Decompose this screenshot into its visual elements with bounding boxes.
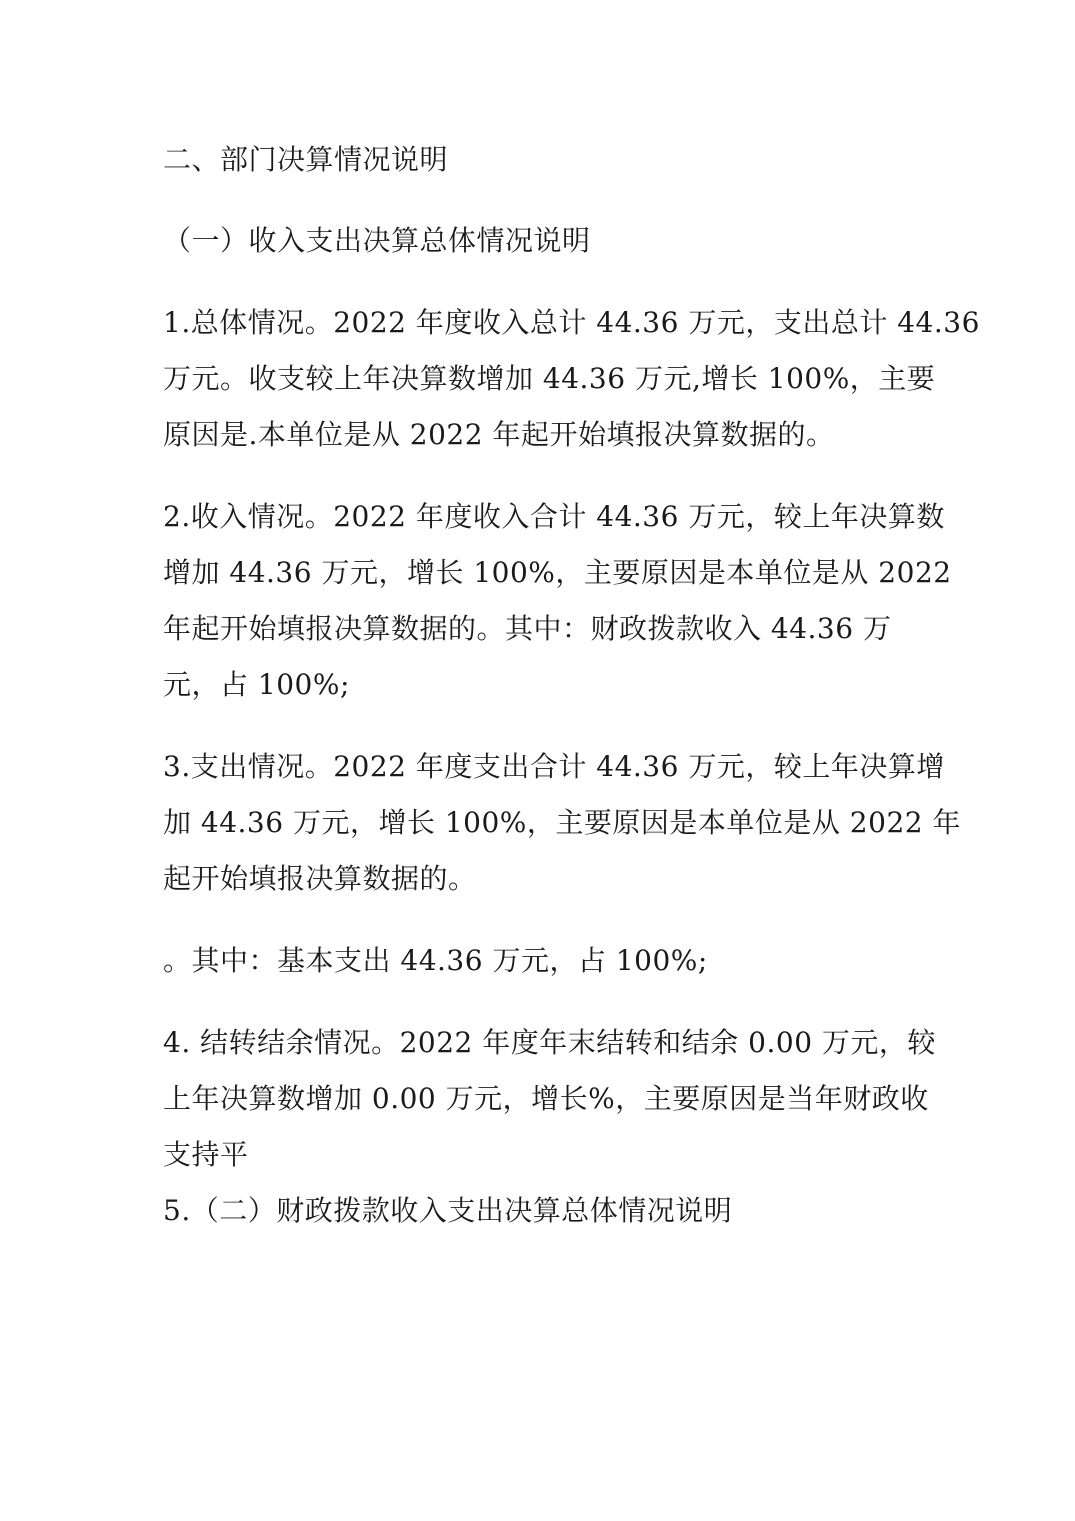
- paragraph-line: 加 44.36 万元，增长 100%，主要原因是本单位是从 2022 年: [163, 806, 961, 839]
- paragraph-line: 。其中：基本支出 44.36 万元，占 100%;: [163, 944, 708, 977]
- paragraph-line: 4. 结转结余情况。2022 年度年末结转和结余 0.00 万元，较: [163, 1026, 936, 1059]
- paragraph-line: 元，占 100%;: [163, 668, 350, 701]
- paragraph-line: 原因是.本单位是从 2022 年起开始填报决算数据的。: [163, 418, 835, 451]
- paragraph-line: 增加 44.36 万元，增长 100%，主要原因是本单位是从 2022: [163, 556, 952, 589]
- paragraph-line: 年起开始填报决算数据的。其中：财政拨款收入 44.36 万: [163, 612, 892, 645]
- paragraph-line: 支持平: [163, 1138, 249, 1171]
- paragraph-line: 1.总体情况。2022 年度收入总计 44.36 万元，支出总计 44.36: [163, 306, 980, 339]
- subsection-heading: （一）收入支出决算总体情况说明: [163, 224, 591, 257]
- paragraph-line: 2.收入情况。2022 年度收入合计 44.36 万元，较上年决算数: [163, 500, 945, 533]
- paragraph-line: 3.支出情况。2022 年度支出合计 44.36 万元，较上年决算增: [163, 750, 945, 783]
- paragraph-line: 5.（二）财政拨款收入支出决算总体情况说明: [163, 1194, 733, 1227]
- paragraph-line: 万元。收支较上年决算数增加 44.36 万元,增长 100%，主要: [163, 362, 936, 395]
- section-heading: 二、部门决算情况说明: [163, 143, 449, 176]
- paragraph-line: 起开始填报决算数据的。: [163, 862, 477, 895]
- paragraph-line: 上年决算数增加 0.00 万元，增长%，主要原因是当年财政收: [163, 1082, 929, 1115]
